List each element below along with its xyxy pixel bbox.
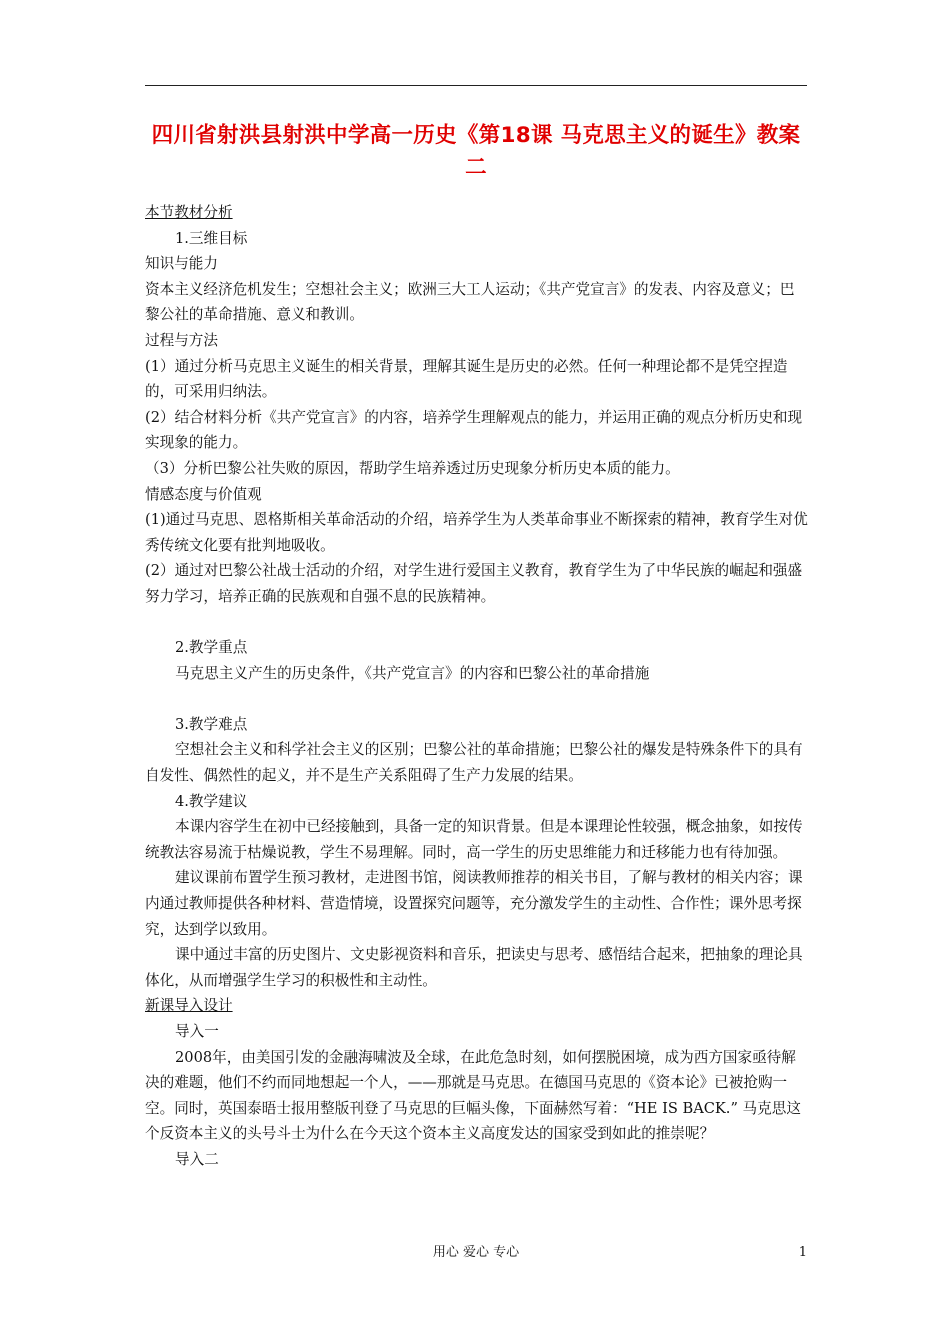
knowledge-text: 资本主义经济危机发生；空想社会主义；欧洲三大工人运动；《共产党宣言》的发表、内容及意义；巴黎公社的革命措施、意义和教训。	[145, 280, 795, 324]
advice-paragraph-1: 本课内容学生在初中已经接触到，具备一定的知识背景。但是本课理论性较强，概念抽象，如按传统教法容易流于枯燥说教，学生不易理解。同时，高一学生的历史思维能力和迁移能力也有待加强。	[145, 818, 803, 861]
difficulty-text: 空想社会主义和科学社会主义的区别；巴黎公社的革命措施；巴黎公社的爆发是特殊条件下的具有自发性、偶然性的起义，并不是生产关系阻碍了生产力发展的结果。	[145, 741, 803, 785]
spacer	[145, 610, 809, 636]
analysis-heading: 本节教材分析	[145, 204, 233, 221]
footer-motto: 用心 爱心 专心	[432, 1245, 520, 1260]
advice-heading: 4.教学建议	[175, 792, 248, 810]
process-item-2: (2）结合材料分析《共产党宣言》的内容，培养学生理解观点的能力，并运用正确的观点分析历史和现实现象的能力。	[145, 408, 803, 452]
attitude-item-1: (1)通过马克思、恩格斯相关革命活动的介绍，培养学生为人类革命事业不断探索的精神，教育学生对优秀传统文化要有批判地吸收。	[145, 511, 808, 554]
process-item-1: (1）通过分析马克思主义诞生的相关背景，理解其诞生是历史的必然。任何一种理论都不是凭空捏造的，可采用归纳法。	[145, 357, 788, 401]
advice-paragraph-2: 建议课前布置学生预习教材，走进图书馆，阅读教师推荐的相关书目，了解与教材的相关内容；课内通过教师提供各种材料、营造情境，设置探究问题等，充分激发学生的主动性、合作性；课外思考探究，达到学以致用。	[145, 869, 803, 938]
intro-design-heading: 新课导入设计	[145, 997, 233, 1015]
intro-1-text: 2008年，由美国引发的金融海啸波及全球，在此危急时刻，如何摆脱困境，成为西方国家亟待解决的难题，他们不约而同地想起一个人，——那就是马克思。在德国马克思的《资本论》已被抢购一空。同时，英国泰晤士报用整版刊登了马克思的巨幅头像，下面赫然写着：“HE IS BACK.” 马克思这个反资本主义的头号斗士为什么在今天这个资本主义高度发达的国家受到如此的推崇呢？	[145, 1048, 801, 1143]
process-item-3: （3）分析巴黎公社失败的原因，帮助学生培养透过历史现象分析历史本质的能力。	[145, 459, 680, 477]
key-text: 马克思主义产生的历史条件，《共产党宣言》的内容和巴黎公社的革命措施	[175, 664, 650, 682]
process-heading: 过程与方法	[145, 331, 218, 349]
goals-heading: 1.三维目标	[175, 229, 248, 247]
knowledge-heading: 知识与能力	[145, 255, 218, 273]
intro-1-heading: 导入一	[175, 1023, 219, 1040]
page-number: 1	[798, 1245, 807, 1260]
intro-2-heading: 导入二	[175, 1150, 219, 1168]
key-heading: 2.教学重点	[175, 639, 248, 657]
difficulty-heading: 3.教学难点	[175, 715, 248, 733]
header-rule	[145, 85, 807, 86]
advice-paragraph-3: 课中通过丰富的历史图片、文史影视资料和音乐，把读史与思考、感悟结合起来，把抽象的理论具体化，从而增强学生学习的积极性和主动性。	[145, 946, 803, 989]
document-body	[145, 200, 809, 1173]
spacer	[145, 686, 809, 712]
document-title: 四川省射洪县射洪中学高一历史《第18课 马克思主义的诞生》教案二	[151, 123, 801, 180]
attitude-heading: 情感态度与价值观	[145, 485, 262, 503]
attitude-item-2: (2）通过对巴黎公社战士活动的介绍，对学生进行爱国主义教育，教育学生为了中华民族的崛起和强盛努力学习，培养正确的民族观和自强不息的民族精神。	[145, 562, 803, 605]
